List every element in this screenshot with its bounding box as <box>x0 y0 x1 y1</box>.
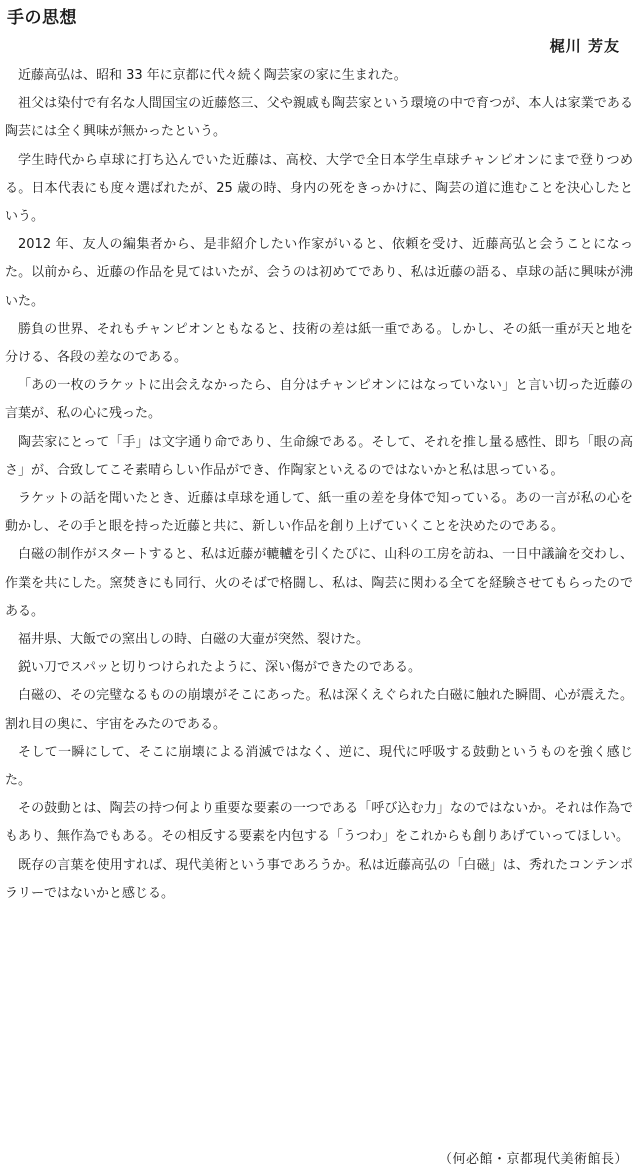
paragraph: 白磁の制作がスタートすると、私は近藤が轆轤を引くたびに、山科の工房を訪ね、一日中議論を交わし、作業を共にした。窯焚きにも同行、火のそばで格闘し、私は、陶芸に関わる全てを経験させてもらったのである。 <box>5 547 633 619</box>
paragraph: 2012 年、友人の編集者から、是非紹介したい作家がいると、依頼を受け、近藤高弘と会うことになった。以前から、近藤の作品を見てはいたが、会うのは初めてであり、私は近藤の語る、卓球の話に興味が沸いた。 <box>5 237 633 309</box>
paragraph: そして一瞬にして、そこに崩壊による消滅ではなく、逆に、現代に呼吸する鼓動というものを強く感じた。 <box>5 744 633 789</box>
paragraph: 陶芸家にとって「手」は文字通り命であり、生命線である。そして、それを推し量る感性、即ち「眼の高さ」が、合致してこそ素晴らしい作品ができ、作陶家といえるのではないかと私は思っている。 <box>5 434 633 478</box>
paragraph: 鋭い刀でスパッと切りつけられたように、深い傷ができたのである。 <box>18 660 422 676</box>
paragraph: 「あの一枚のラケットに出会えなかったら、自分はチャンピオンにはなっていない」と言い切った近藤の言葉が、私の心に残った。 <box>5 378 633 422</box>
paragraph: ラケットの話を聞いたとき、近藤は卓球を通して、紙一重の差を身体で知っている。あの一言が私の心を動かし、その手と眼を持った近藤と共に、新しい作品を創り上げていくことを決めたのである。 <box>5 491 633 535</box>
paragraph: 近藤高弘は、昭和 33 年に京都に代々続く陶芸家の家に生まれた。 <box>18 68 407 83</box>
document-title: 手の思想 <box>7 8 77 28</box>
paragraph: 祖父は染付で有名な人間国宝の近藤悠三、父や親戚も陶芸家という環境の中で育つが、本人は家業である陶芸には全く興味が無かったという。 <box>5 96 633 140</box>
paragraph: 勝負の世界、それもチャンピオンともなると、技術の差は紙一重である。しかし、その紙一重が天と地を分ける、各段の差なのである。 <box>5 321 633 366</box>
paragraph: 白磁の、その完璧なるものの崩壊がそこにあった。私は深くえぐられた白磁に触れた瞬間、心が震えた。割れ目の奥に、宇宙をみたのである。 <box>5 688 633 732</box>
paragraph: 既存の言葉を使用すれば、現代美術という事であろうか。私は近藤高弘の「白磁」は、秀れたコンテンポラリーではないかと感じる。 <box>5 857 633 901</box>
paragraph: その鼓動とは、陶芸の持つ何より重要な要素の一つである「呼び込む力」なのではないか。それは作為でもあり、無作為でもある。その相反する要素を内包する「うつわ」をこれからも創りあげていってほしい。 <box>5 801 633 845</box>
essay-body <box>0 62 638 908</box>
author-affiliation: （何必館・京都現代美術館長） <box>438 1152 628 1167</box>
paragraph: 学生時代から卓球に打ち込んでいた近藤は、高校、大学で全日本学生卓球チャンピオンにまで登りつめる。日本代表にも度々選ばれたが、25 歳の時、身内の死をきっかけに、陶芸の道に進むことを決心したという。 <box>5 152 633 225</box>
paragraph: 福井県、大飯での窯出しの時、白磁の大壷が突然、裂けた。 <box>18 632 370 648</box>
author-name: 梶川 芳友 <box>549 37 620 55</box>
